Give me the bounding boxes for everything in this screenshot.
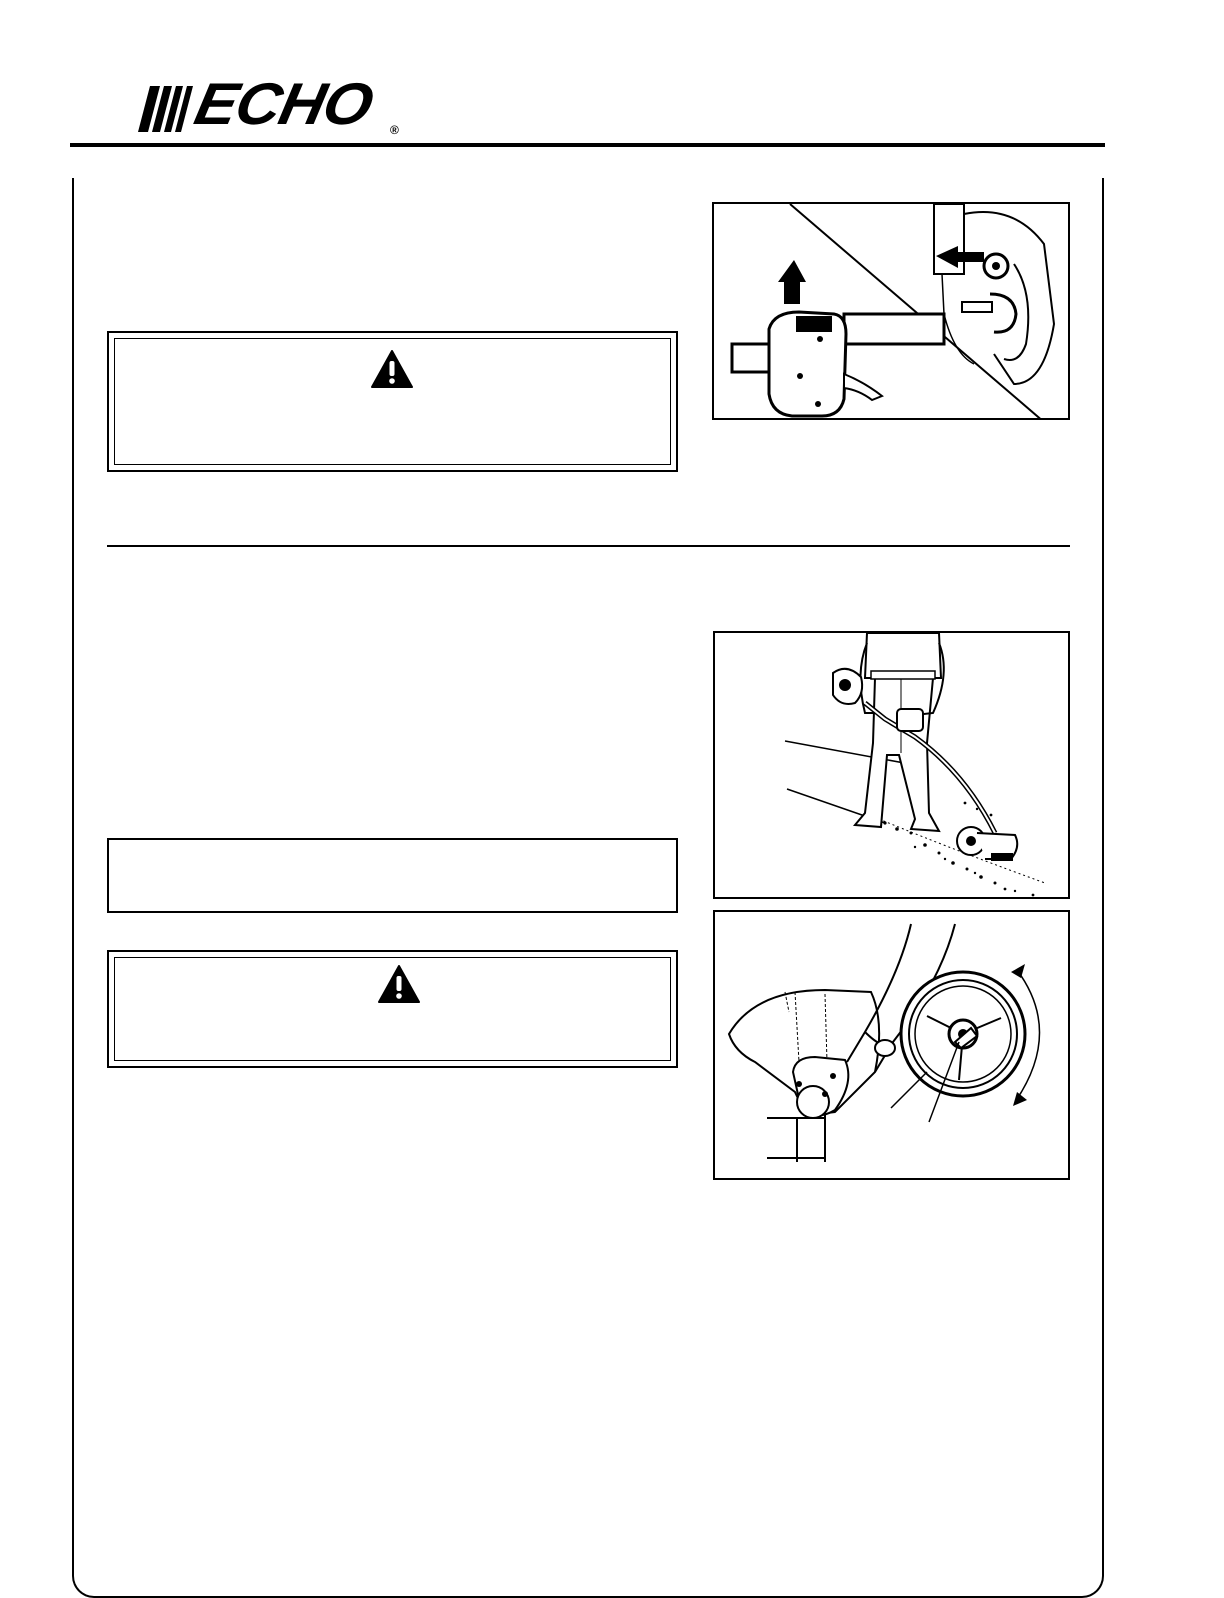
logo-stripes-icon <box>138 80 198 138</box>
warning-triangle-icon <box>377 964 421 1004</box>
throttle-handle-drawing <box>732 260 944 416</box>
section-divider <box>107 545 1070 547</box>
warning-triangle-icon <box>370 349 414 389</box>
logo-wordmark: ECHO <box>189 71 379 138</box>
note-box <box>107 838 678 913</box>
warning-box-1 <box>107 331 678 472</box>
header-rule <box>70 143 1105 147</box>
engine-stop-drawing <box>934 204 1054 384</box>
echo-logo <box>138 71 410 138</box>
figure-stop-switch <box>712 202 1070 420</box>
figure-edger-wheel <box>713 910 1070 1180</box>
figure-operator-edging <box>713 631 1070 899</box>
warning-box-2 <box>107 950 678 1068</box>
registered-mark: ® <box>390 123 399 137</box>
